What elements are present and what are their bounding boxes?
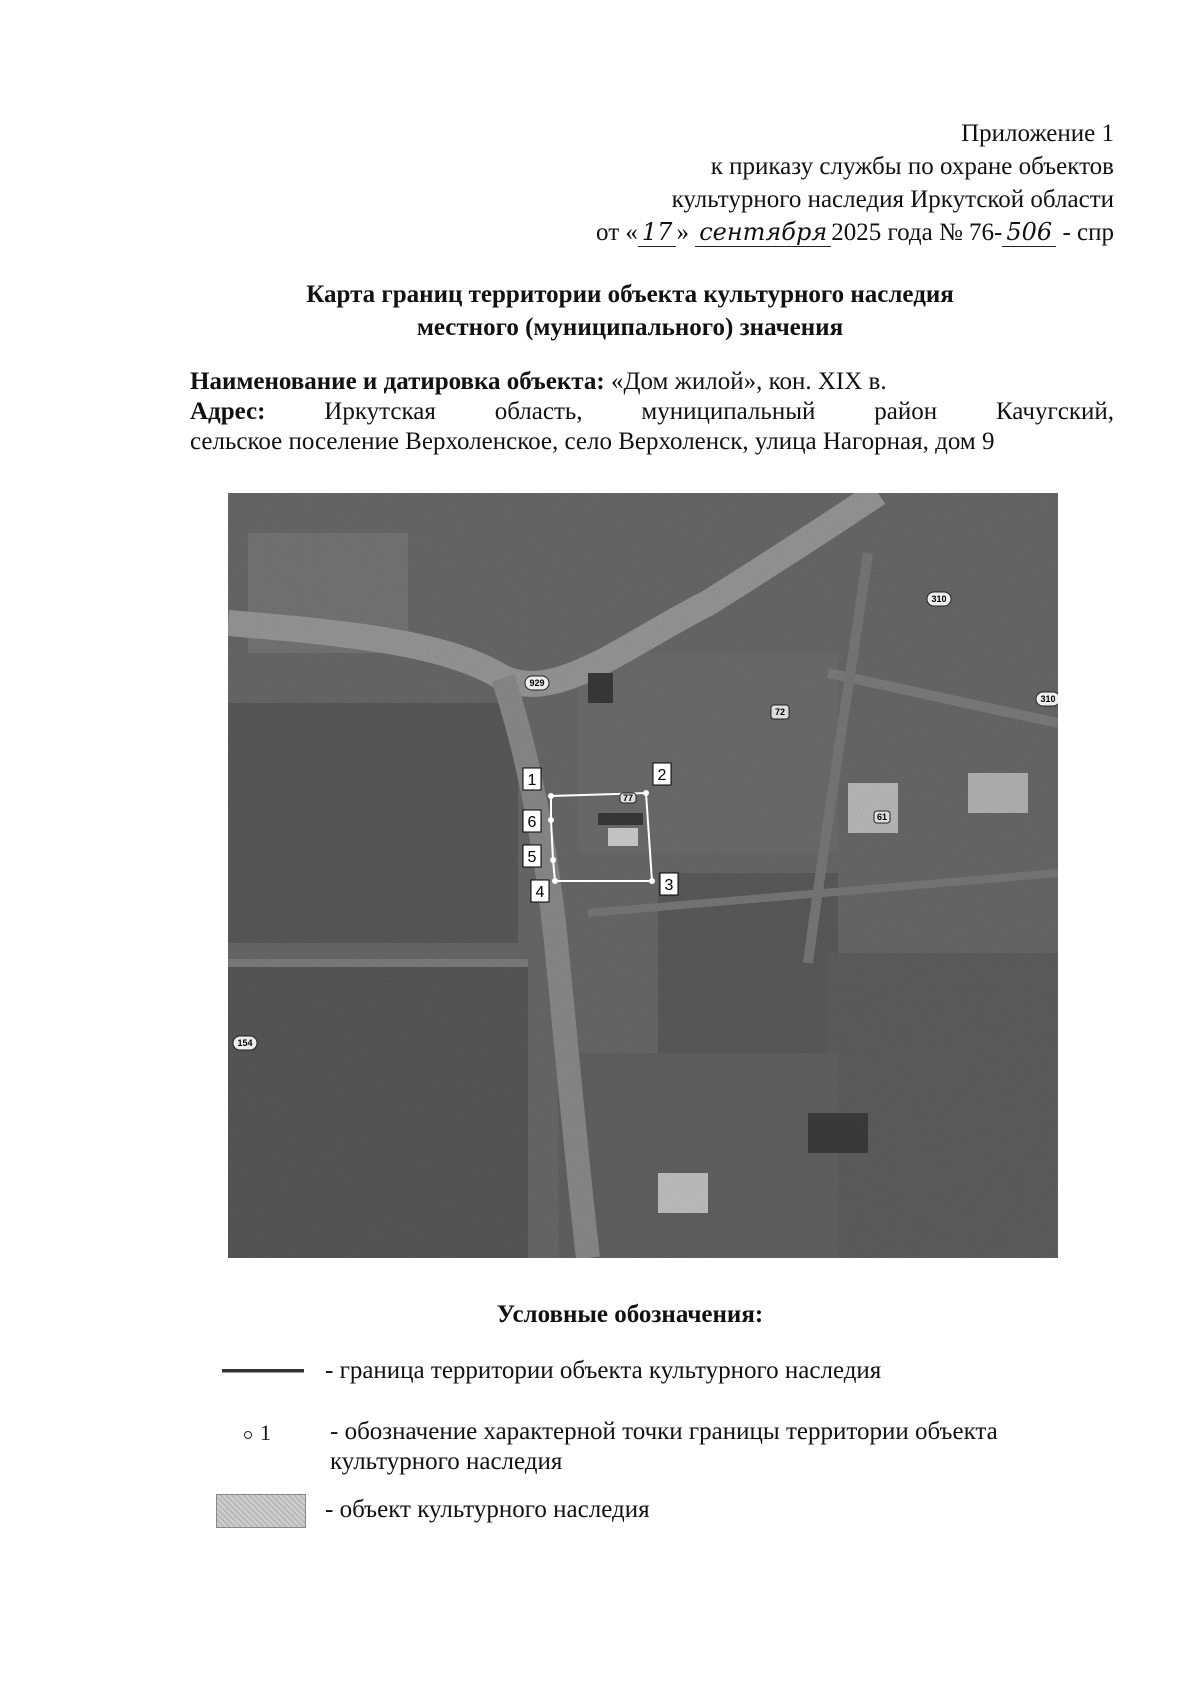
address-word: район [874,398,938,425]
point-label-3 [660,873,678,895]
object-info [190,367,1114,457]
svg-text:1: 1 [527,772,537,789]
appendix-block [596,117,1114,249]
date-mid: » [676,219,689,246]
point-label-1 [523,768,541,790]
house-number-marker [927,592,951,606]
house-number-marker [233,1036,257,1050]
legend-object-text: - объект культурного наследия [325,1496,650,1523]
building [848,783,898,833]
handwritten-month: сентября [695,218,831,247]
address-line-2: сельское поселение Верхоленское, село Верхоленск, улица Нагорная, дом 9 [190,428,995,455]
appendix-line-2: к приказу службы по охране объектов [710,153,1114,180]
point-label-6 [523,810,541,832]
heritage-object-swatch [216,1494,306,1528]
svg-text:4: 4 [535,884,545,901]
field-patch [828,953,1058,1258]
road-label-marker [525,676,549,690]
boundary-point [550,857,556,863]
appendix-date-line [596,216,1114,249]
boundary-point [548,793,554,799]
handwritten-day: 17 [638,218,677,247]
point-dot-icon [244,1431,252,1439]
date-prefix: от « [596,219,638,246]
field-patch [228,703,518,943]
boundary-point [548,817,554,823]
handwritten-number: 506 [1002,218,1056,247]
year-text: 2025 года № 76- [831,219,1003,246]
svg-text:61: 61 [876,812,888,822]
svg-text:2: 2 [657,767,667,784]
building [598,813,643,825]
object-name-label: Наименование и датировка объекта: [190,368,605,395]
appendix-line-3: культурного наследия Иркутской области [671,186,1114,213]
address-label: Адрес: [190,398,266,425]
object-name-line [190,367,1114,397]
number-suffix: - спр [1062,219,1114,246]
satellite-map [228,493,1058,1258]
field-patch [558,1053,838,1258]
house-number-marker [771,705,789,719]
building [608,828,638,846]
field-patch [228,963,528,1258]
appendix-line-1: Приложение 1 [961,120,1114,147]
address-word: муниципальный [641,398,816,425]
point-symbol-number: 1 [260,1420,271,1445]
house-number-marker [620,793,636,803]
page-title [0,278,1200,344]
svg-text:310: 310 [931,594,947,604]
legend-point-text [330,1417,998,1477]
point-label-4 [531,880,549,902]
title-line-2: местного (муниципального) значения [416,314,844,341]
building [588,673,613,703]
legend-point-line-1: - обозначение характерной точки границы территории объекта [330,1418,998,1445]
boundary-point [552,878,558,884]
svg-text:3: 3 [664,877,674,894]
svg-text:72: 72 [774,707,786,717]
house-number-marker [874,811,890,823]
title-line-1: Карта границ территории объекта культурного наследия [306,281,954,308]
building [808,1113,868,1153]
svg-text:5: 5 [527,849,537,866]
svg-text:6: 6 [527,814,537,831]
boundary-point [643,790,649,796]
svg-text:310: 310 [1040,694,1056,704]
boundary-point [649,878,655,884]
svg-text:929: 929 [529,678,545,688]
address-word: Качугский, [995,398,1114,425]
address-line-1 [190,397,1114,427]
svg-text:154: 154 [237,1038,253,1048]
house-number-marker [1036,692,1058,706]
object-name-value: «Дом жилой», кон. XIX в. [610,368,887,395]
address-word: Иркутская [324,398,436,425]
legend-title: Условные обозначения: [496,1301,764,1328]
building [968,773,1028,813]
legend-point-line-2: культурного наследия [330,1448,563,1475]
boundary-line-symbol [222,1369,304,1372]
legend-boundary-text: - граница территории объекта культурного наследия [325,1357,882,1384]
point-symbol [244,1420,271,1446]
svg-text:77: 77 [622,793,634,803]
point-label-5 [523,845,541,867]
address-word: область, [494,398,583,425]
point-label-2 [653,763,671,785]
building [658,1173,708,1213]
map-image [228,493,1058,1258]
